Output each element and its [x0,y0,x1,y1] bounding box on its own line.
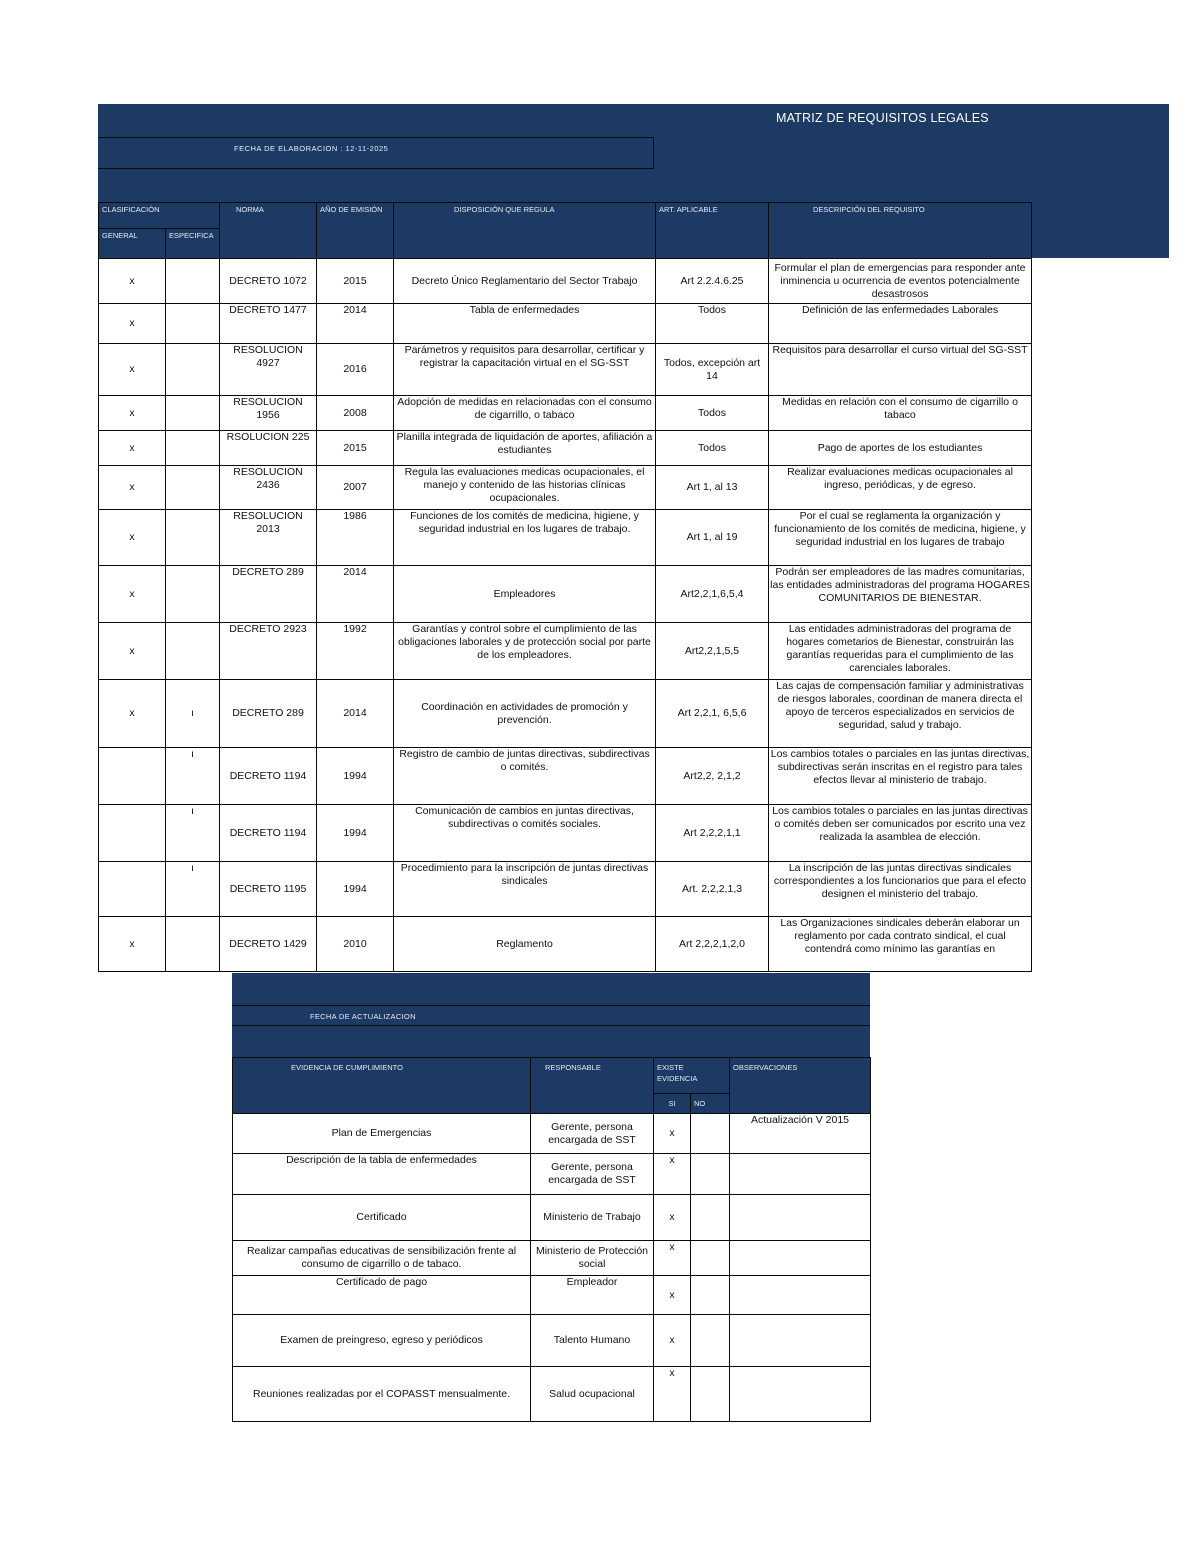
cell-observaciones [730,1276,871,1315]
evidence-row [233,1154,871,1195]
header-existe: EXISTE EVIDENCIA [654,1058,730,1094]
elaboration-date-box [98,137,654,169]
cell-general: x [99,680,166,748]
evidence-row [233,1315,871,1367]
cell-general: x [99,304,166,344]
cell-descripcion: Las entidades administradoras del programa de hogares cometarios de Bienestar, construirán las garantías requeridas para el cumplimiento de las carenciales laborales. [769,623,1032,680]
cell-anio: 2016 [317,344,394,396]
evidence-table [232,1057,871,1422]
cell-observaciones [730,1241,871,1276]
cell-evidencia: Reuniones realizadas por el COPASST mensualmente. [233,1367,531,1422]
cell-especifica [166,259,220,304]
cell-especifica: ı [166,748,220,805]
header-articulo: ART. APLICABLE [656,203,769,259]
cell-no [691,1241,730,1276]
cell-observaciones: Actualización V 2015 [730,1114,871,1154]
cell-descripcion: Los cambios totales o parciales en las juntas directivas, subdirectivas serán inscritas en el registro para tales efectos llevar al ministerio de trabajo. [769,748,1032,805]
requirement-row [99,344,1032,396]
cell-articulo: Art2,2,1,6,5,4 [656,566,769,623]
cell-anio: 2014 [317,304,394,344]
cell-articulo: Art 2.2.4.6.25 [656,259,769,304]
cell-descripcion: Definición de las enfermedades Laborales [769,304,1032,344]
cell-anio: 2015 [317,259,394,304]
cell-no [691,1114,730,1154]
cell-anio: 1992 [317,623,394,680]
cell-disposicion: Comunicación de cambios en juntas directivas, subdirectivas o comités sociales. [394,805,656,862]
cell-norma: DECRETO 289 [220,680,317,748]
cell-anio: 1994 [317,805,394,862]
cell-anio: 2014 [317,680,394,748]
cell-evidencia: Certificado [233,1195,531,1241]
cell-articulo: Art. 2,2,2,1,3 [656,862,769,917]
header-responsable: RESPONSABLE [531,1058,654,1114]
cell-general: x [99,510,166,566]
cell-norma: RESOLUCION 2436 [220,466,317,510]
requirement-row [99,566,1032,623]
cell-responsable: Ministerio de Trabajo [531,1195,654,1241]
cell-disposicion: Parámetros y requisitos para desarrollar, certificar y registrar la capacitación virtual en el SG-SST [394,344,656,396]
cell-general: x [99,396,166,431]
cell-especifica: ı [166,805,220,862]
divider [232,1005,870,1006]
header-clasificacion: CLASIFICACIÓN [99,203,220,229]
requirement-row [99,396,1032,431]
cell-descripcion: Requisitos para desarrollar el curso virtual del SG-SST [769,344,1032,396]
cell-descripcion: Pago de aportes de los estudiantes [769,431,1032,466]
cell-disposicion: Registro de cambio de juntas directivas, subdirectivas o comités. [394,748,656,805]
requirement-row [99,431,1032,466]
cell-anio: 2007 [317,466,394,510]
cell-disposicion: Coordinación en actividades de promoción y prevención. [394,680,656,748]
header-anio: AÑO DE EMISIÓN [317,203,394,259]
requirement-row [99,917,1032,972]
cell-norma: DECRETO 1429 [220,917,317,972]
cell-norma: DECRETO 289 [220,566,317,623]
cell-evidencia: Examen de preingreso, egreso y periódicos [233,1315,531,1367]
requirement-row [99,510,1032,566]
cell-especifica: ı [166,862,220,917]
requirement-row [99,623,1032,680]
cell-responsable: Gerente, persona encargada de SST [531,1154,654,1195]
cell-norma: DECRETO 2923 [220,623,317,680]
requirement-row [99,748,1032,805]
cell-disposicion: Tabla de enfermedades [394,304,656,344]
cell-disposicion: Reglamento [394,917,656,972]
cell-descripcion: Podrán ser empleadores de las madres comunitarias, las entidades administradoras del programa HOGARES COMUNITARIOS DE BIENESTAR. [769,566,1032,623]
cell-si: x [654,1367,691,1422]
requirements-table [98,202,1032,972]
cell-especifica [166,466,220,510]
cell-anio: 1994 [317,862,394,917]
header-disposicion: DISPOSICIÓN QUE REGULA [394,203,656,259]
update-date-label: FECHA DE ACTUALIZACION [310,1012,416,1021]
cell-observaciones [730,1154,871,1195]
cell-descripcion: La inscripción de las juntas directivas sindicales correspondientes a los funcionarios que para el efecto designen el ministerio del trabajo. [769,862,1032,917]
cell-anio: 2015 [317,431,394,466]
cell-descripcion: Las cajas de compensación familiar y administrativas de riesgos laborales, coordinan de manera directa el apoyo de terceros especializados en servicios de seguridad, salud y trabajo. [769,680,1032,748]
cell-general: x [99,623,166,680]
requirement-row [99,259,1032,304]
cell-articulo: Todos, excepción art 14 [656,344,769,396]
cell-evidencia: Realizar campañas educativas de sensibilización frente al consumo de cigarrillo o de tabaco. [233,1241,531,1276]
cell-norma: DECRETO 1072 [220,259,317,304]
requirement-row [99,680,1032,748]
cell-especifica [166,917,220,972]
cell-observaciones [730,1195,871,1241]
cell-norma: RESOLUCION 4927 [220,344,317,396]
cell-general: x [99,566,166,623]
cell-disposicion: Planilla integrada de liquidación de aportes, afiliación a estudiantes [394,431,656,466]
cell-general: x [99,466,166,510]
cell-general [99,805,166,862]
cell-observaciones [730,1367,871,1422]
cell-articulo: Art 2,2,2,1,1 [656,805,769,862]
cell-norma: RESOLUCION 1956 [220,396,317,431]
divider [232,1025,870,1026]
cell-no [691,1315,730,1367]
cell-disposicion: Empleadores [394,566,656,623]
cell-si: x [654,1276,691,1315]
cell-especifica [166,396,220,431]
cell-articulo: Art 1, al 13 [656,466,769,510]
cell-disposicion: Garantías y control sobre el cumplimiento de las obligaciones laborales y de protección social por parte de los empleadores. [394,623,656,680]
cell-general [99,748,166,805]
evidence-row [233,1195,871,1241]
cell-no [691,1154,730,1195]
cell-anio: 2010 [317,917,394,972]
cell-especifica [166,510,220,566]
header-evidencia: EVIDENCIA DE CUMPLIMIENTO [233,1058,531,1114]
cell-especifica [166,304,220,344]
requirement-row [99,805,1032,862]
requirement-row [99,466,1032,510]
evidence-row [233,1114,871,1154]
cell-si: x [654,1114,691,1154]
cell-descripcion: Los cambios totales o parciales en las juntas directivas o comités deben ser comunicados por escrito una vez realizada la asamblea de elección. [769,805,1032,862]
header-general: GENERAL [99,229,166,259]
cell-si: x [654,1241,691,1276]
cell-evidencia: Descripción de la tabla de enfermedades [233,1154,531,1195]
cell-general: x [99,259,166,304]
cell-articulo: Art2,2,1,5,5 [656,623,769,680]
cell-norma: DECRETO 1477 [220,304,317,344]
cell-observaciones [730,1315,871,1367]
cell-descripcion: Formular el plan de emergencias para responder ante inminencia u ocurrencia de eventos potencialmente desastrosos [769,259,1032,304]
cell-responsable: Salud ocupacional [531,1367,654,1422]
evidence-row [233,1241,871,1276]
cell-si: x [654,1154,691,1195]
cell-si: x [654,1195,691,1241]
cell-anio: 2014 [317,566,394,623]
cell-articulo: Todos [656,304,769,344]
cell-articulo: Todos [656,431,769,466]
cell-norma: DECRETO 1195 [220,862,317,917]
cell-descripcion: Por el cual se reglamenta la organización y funcionamiento de los comités de medicina, higiene, y seguridad industrial en los lugares de trabajo [769,510,1032,566]
cell-no [691,1195,730,1241]
cell-disposicion: Decreto Único Reglamentario del Sector Trabajo [394,259,656,304]
cell-especifica: ı [166,680,220,748]
cell-responsable: Gerente, persona encargada de SST [531,1114,654,1154]
evidence-row [233,1367,871,1422]
header-si: SI [654,1094,691,1114]
cell-evidencia: Plan de Emergencias [233,1114,531,1154]
cell-responsable: Empleador [531,1276,654,1315]
cell-no [691,1276,730,1315]
cell-descripcion: Medidas en relación con el consumo de cigarrillo o tabaco [769,396,1032,431]
header-descripcion: DESCRIPCIÓN DEL REQUISITO [769,203,1032,259]
cell-articulo: Art2,2, 2,1,2 [656,748,769,805]
cell-articulo: Art 1, al 19 [656,510,769,566]
cell-especifica [166,566,220,623]
cell-descripcion: Las Organizaciones sindicales deberán elaborar un reglamento por cada contrato sindical, el cual contendrá como mínimo las garantías en [769,917,1032,972]
cell-articulo: Art 2,2,1, 6,5,6 [656,680,769,748]
cell-disposicion: Procedimiento para la inscripción de juntas directivas sindicales [394,862,656,917]
cell-general: x [99,431,166,466]
requirement-row [99,304,1032,344]
cell-disposicion: Regula las evaluaciones medicas ocupacionales, el manejo y contenido de las historias clínicas ocupacionales. [394,466,656,510]
requirement-row [99,862,1032,917]
cell-responsable: Talento Humano [531,1315,654,1367]
cell-articulo: Art 2,2,2,1,2,0 [656,917,769,972]
cell-anio: 2008 [317,396,394,431]
cell-anio: 1986 [317,510,394,566]
elaboration-date: FECHA DE ELABORACION : 12-11-2025 [234,144,389,153]
cell-norma: DECRETO 1194 [220,805,317,862]
cell-especifica [166,344,220,396]
cell-responsable: Ministerio de Protección social [531,1241,654,1276]
cell-norma: RESOLUCION 2013 [220,510,317,566]
cell-norma: RSOLUCION 225 [220,431,317,466]
cell-articulo: Todos [656,396,769,431]
cell-no [691,1367,730,1422]
page-title: MATRIZ DE REQUISITOS LEGALES [776,111,989,125]
header-observaciones: OBSERVACIONES [730,1058,871,1114]
cell-disposicion: Adopción de medidas en relacionadas con el consumo de cigarrillo, o tabaco [394,396,656,431]
cell-disposicion: Funciones de los comités de medicina, higiene, y seguridad industrial en los lugares de trabajo. [394,510,656,566]
header-no: NO [691,1094,730,1114]
cell-general: x [99,344,166,396]
cell-evidencia: Certificado de pago [233,1276,531,1315]
cell-general: x [99,917,166,972]
header-especifica: ESPECIFICA [166,229,220,259]
cell-especifica [166,431,220,466]
cell-norma: DECRETO 1194 [220,748,317,805]
cell-general [99,862,166,917]
header-norma: NORMA [220,203,317,259]
cell-especifica [166,623,220,680]
cell-si: x [654,1315,691,1367]
evidence-row [233,1276,871,1315]
cell-anio: 1994 [317,748,394,805]
cell-descripcion: Realizar evaluaciones medicas ocupacionales al ingreso, periódicas, y de egreso. [769,466,1032,510]
